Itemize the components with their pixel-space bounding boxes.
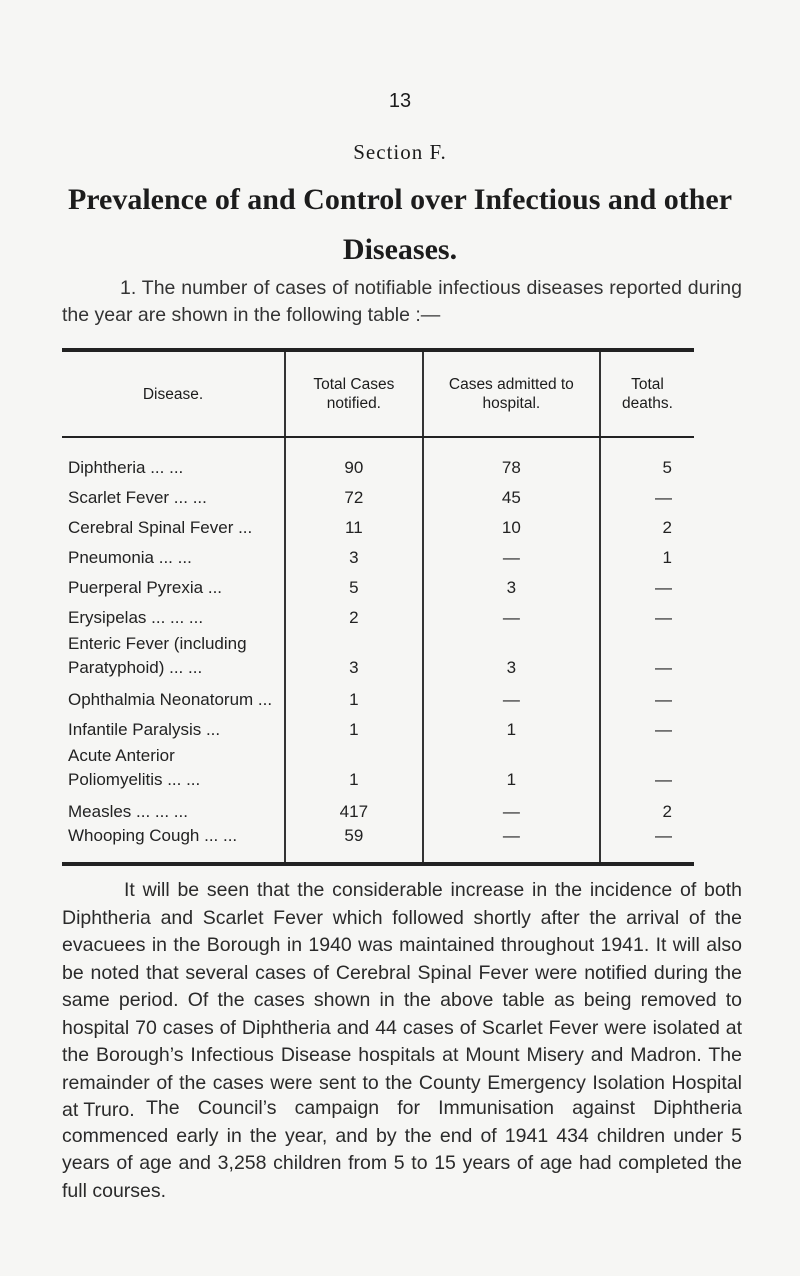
notified-count: 90	[285, 437, 423, 478]
deaths-count: —	[600, 740, 694, 792]
admitted-count: 10	[423, 508, 600, 538]
body-paragraph-increase: It will be seen that the considerable increase in the incidence of both Diphtheria and Scarlet Fever which followed shortly after the arrival of the evacuees in the Borough in 1940 was maintained throughout 1941. It will also be noted that several cases of Cerebral Spinal Fever were notified during the same period. Of the cases shown in the above table as being removed to hospital 70 cases of Diphtheria and 44 cases of Scarlet Fever were isolated at the Borough’s Infectious Disease hospitals at Mount Misery and Madron. The remainder of the cases were sent to the County Emergency Isolation Hospital at Truro.	[62, 879, 742, 1121]
header-notified: Total Cases notified.	[285, 350, 423, 437]
admitted-count: 3	[423, 628, 600, 680]
notified-count: 1	[285, 740, 423, 792]
deaths-count: 5	[600, 437, 694, 478]
page-title: Prevalence of and Control over Infectious and other Diseases.	[67, 183, 733, 266]
deaths-count: —	[600, 478, 694, 508]
table-row	[62, 740, 694, 792]
admitted-count: —	[423, 822, 600, 864]
admitted-count: 78	[423, 437, 600, 478]
table-row	[62, 478, 694, 508]
table-row	[62, 710, 694, 740]
table-header-row	[62, 350, 694, 437]
notified-count: 3	[285, 538, 423, 568]
notified-count: 11	[285, 508, 423, 538]
disease-name: Measles ... ... ...	[68, 802, 188, 821]
disease-name: Whooping Cough ... ...	[62, 822, 285, 864]
notified-count: 417	[285, 792, 423, 822]
header-admitted: Cases admitted to hospital.	[423, 350, 600, 437]
deaths-count: —	[600, 628, 694, 680]
admitted-count: —	[423, 680, 600, 710]
table-row	[62, 508, 694, 538]
table-row	[62, 680, 694, 710]
disease-name: Pneumonia ... ...	[68, 548, 192, 567]
notified-count: 59	[285, 822, 423, 864]
table-row	[62, 538, 694, 568]
disease-name: Cerebral Spinal Fever ...	[68, 518, 253, 537]
disease-name: Puerperal Pyrexia ...	[68, 578, 223, 597]
disease-name: Diphtheria ... ...	[68, 458, 184, 477]
table-row	[62, 822, 694, 864]
deaths-count: —	[600, 680, 694, 710]
admitted-count: 1	[423, 740, 600, 792]
notified-count: 2	[285, 598, 423, 628]
table-row	[62, 792, 694, 822]
disease-name: Acute Anterior Poliomyelitis ... ...	[68, 746, 201, 789]
header-deaths: Total deaths.	[600, 350, 694, 437]
notified-count: 3	[285, 628, 423, 680]
disease-name: Infantile Paralysis ...	[68, 720, 221, 739]
deaths-count: 2	[600, 508, 694, 538]
notified-count: 5	[285, 568, 423, 598]
notified-count: 1	[285, 680, 423, 710]
table-row	[62, 568, 694, 598]
admitted-count: 1	[423, 710, 600, 740]
intro-paragraph: 1. The number of cases of notifiable infectious diseases reported during the year are shown in the following table :—	[62, 277, 742, 326]
header-disease: Disease.	[62, 350, 285, 437]
admitted-count: —	[423, 538, 600, 568]
admitted-count: 45	[423, 478, 600, 508]
page-number: 13	[388, 90, 412, 112]
admitted-count: —	[423, 792, 600, 822]
disease-name: Ophthalmia Neonatorum ...	[68, 690, 273, 709]
disease-name: Erysipelas ... ... ...	[68, 608, 204, 627]
table-row	[62, 598, 694, 628]
body-paragraph-immunisation: The Council’s campaign for Immunisation against Diphtheria commenced early in the year, and by the end of 1941 434 children under 5 years of age and 3,258 children from 5 to 15 years of age had completed the full courses.	[62, 1097, 742, 1202]
notified-count: 1	[285, 710, 423, 740]
deaths-count: —	[600, 598, 694, 628]
deaths-count: —	[600, 710, 694, 740]
disease-name: Enteric Fever (including Paratyphoid) ... ...	[68, 634, 247, 677]
table-row	[62, 628, 694, 680]
disease-name: Scarlet Fever ... ...	[68, 488, 207, 507]
deaths-count: —	[600, 822, 694, 864]
deaths-count: 1	[600, 538, 694, 568]
table-row	[62, 437, 694, 478]
notified-count: 72	[285, 478, 423, 508]
deaths-count: —	[600, 568, 694, 598]
deaths-count: 2	[600, 792, 694, 822]
section-label: Section F.	[353, 140, 447, 164]
infectious-disease-table	[62, 348, 694, 866]
admitted-count: 3	[423, 568, 600, 598]
admitted-count: —	[423, 598, 600, 628]
